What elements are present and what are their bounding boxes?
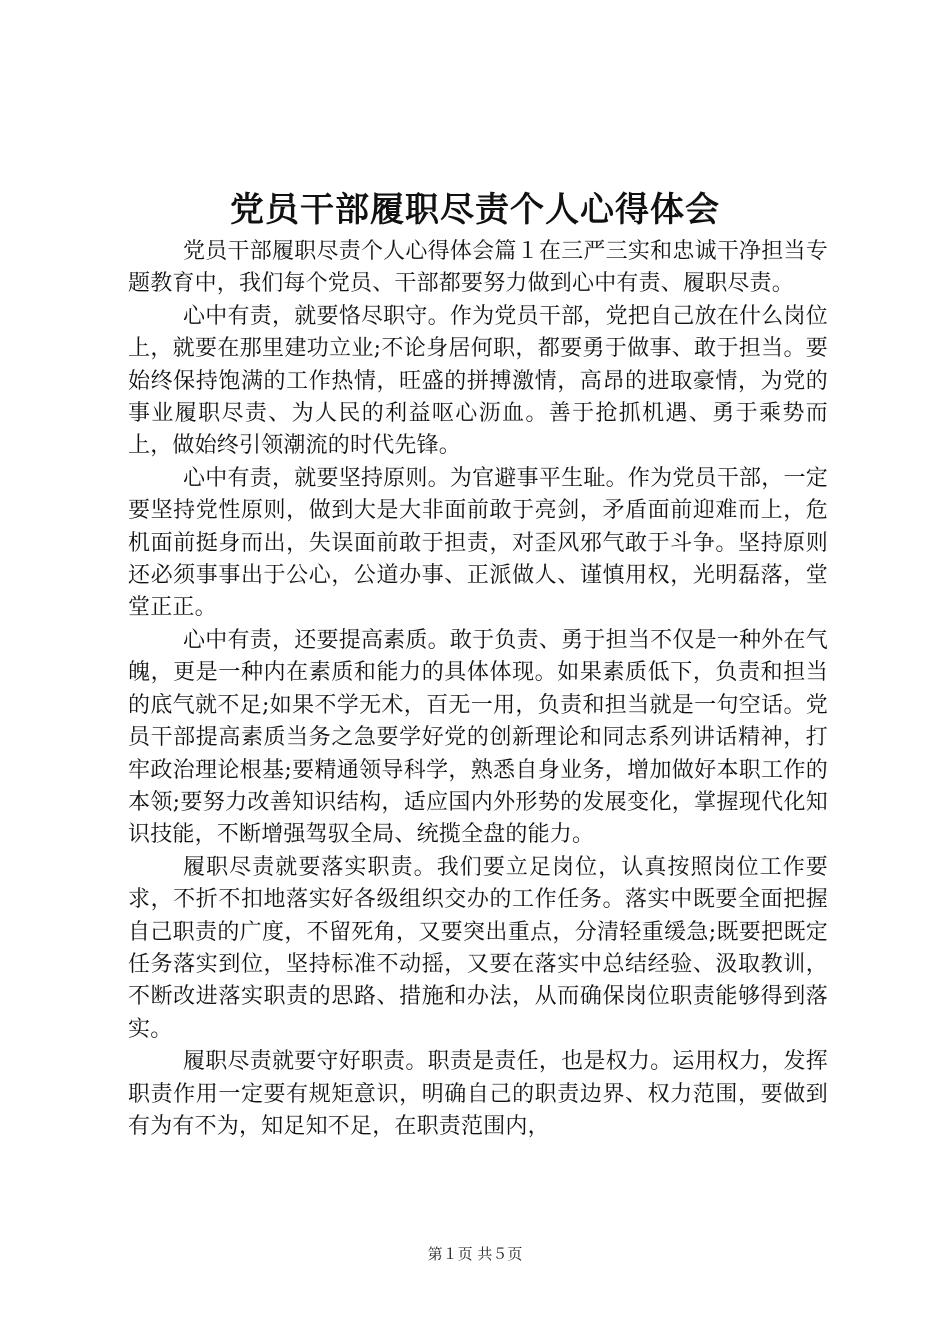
paragraph-2: 心中有责，就要恪尽职守。作为党员干部，党把自己放在什么岗位上，就要在那里建功立业;不论身居何职，都要勇于做事、敢于担当。要始终保持饱满的工作热情，旺盛的拼搏激情，高昂的进取豪情，为党的事业履职尽责、为人民的利益呕心沥血。善于抢抓机遇、勇于乘势而上，做始终引领潮流的时代先锋。 — [128, 303, 828, 459]
page-footer: 第１页 共５页 — [427, 1245, 523, 1263]
document-body — [128, 236, 828, 1143]
paragraph-5: 履职尽责就要落实职责。我们要立足岗位，认真按照岗位工作要求，不折不扣地落实好各级组织交办的工作任务。落实中既要全面把握自己职责的广度，不留死角，又要突出重点，分清轻重缓急;既要把既定任务落实到位，坚持标准不动摇，又要在落实中总结经验、汲取教训，不断改进落实职责的思路、措施和办法，从而确保岗位职责能够得到落实。 — [128, 854, 828, 1042]
paragraph-3: 心中有责，就要坚持原则。为官避事平生耻。作为党员干部，一定要坚持党性原则，做到大是大非面前敢于亮剑，矛盾面前迎难而上，危机面前挺身而出，失误面前敢于担责，对歪风邪气敢于斗争。坚持原则还必须事事出于公心，公道办事、正派做人、谨慎用权，光明磊落，堂堂正正。 — [128, 465, 828, 621]
paragraph-4: 心中有责，还要提高素质。敢于负责、勇于担当不仅是一种外在气魄，更是一种内在素质和能力的具体体现。如果素质低下，负责和担当的底气就不足;如果不学无术，百无一用，负责和担当就是一句空话。党员干部提高素质当务之急要学好党的创新理论和同志系列讲话精神，打牢政治理论根基;要精通领导科学，熟悉自身业务，增加做好本职工作的本领;要努力改善知识结构，适应国内外形势的发展变化，掌握现代化知识技能，不断增强驾驭全局、统揽全盘的能力。 — [128, 627, 828, 848]
paragraph-6: 履职尽责就要守好职责。职责是责任，也是权力。运用权力，发挥职责作用一定要有规矩意识，明确自己的职责边界、权力范围，要做到有为有不为，知足知不足，在职责范围内， — [128, 1049, 828, 1139]
document-title: 党员干部履职尽责个人心得体会 — [230, 190, 720, 230]
paragraph-1: 党员干部履职尽责个人心得体会篇１在三严三实和忠诚干净担当专题教育中，我们每个党员、干部都要努力做到心中有责、履职尽责。 — [128, 239, 828, 297]
